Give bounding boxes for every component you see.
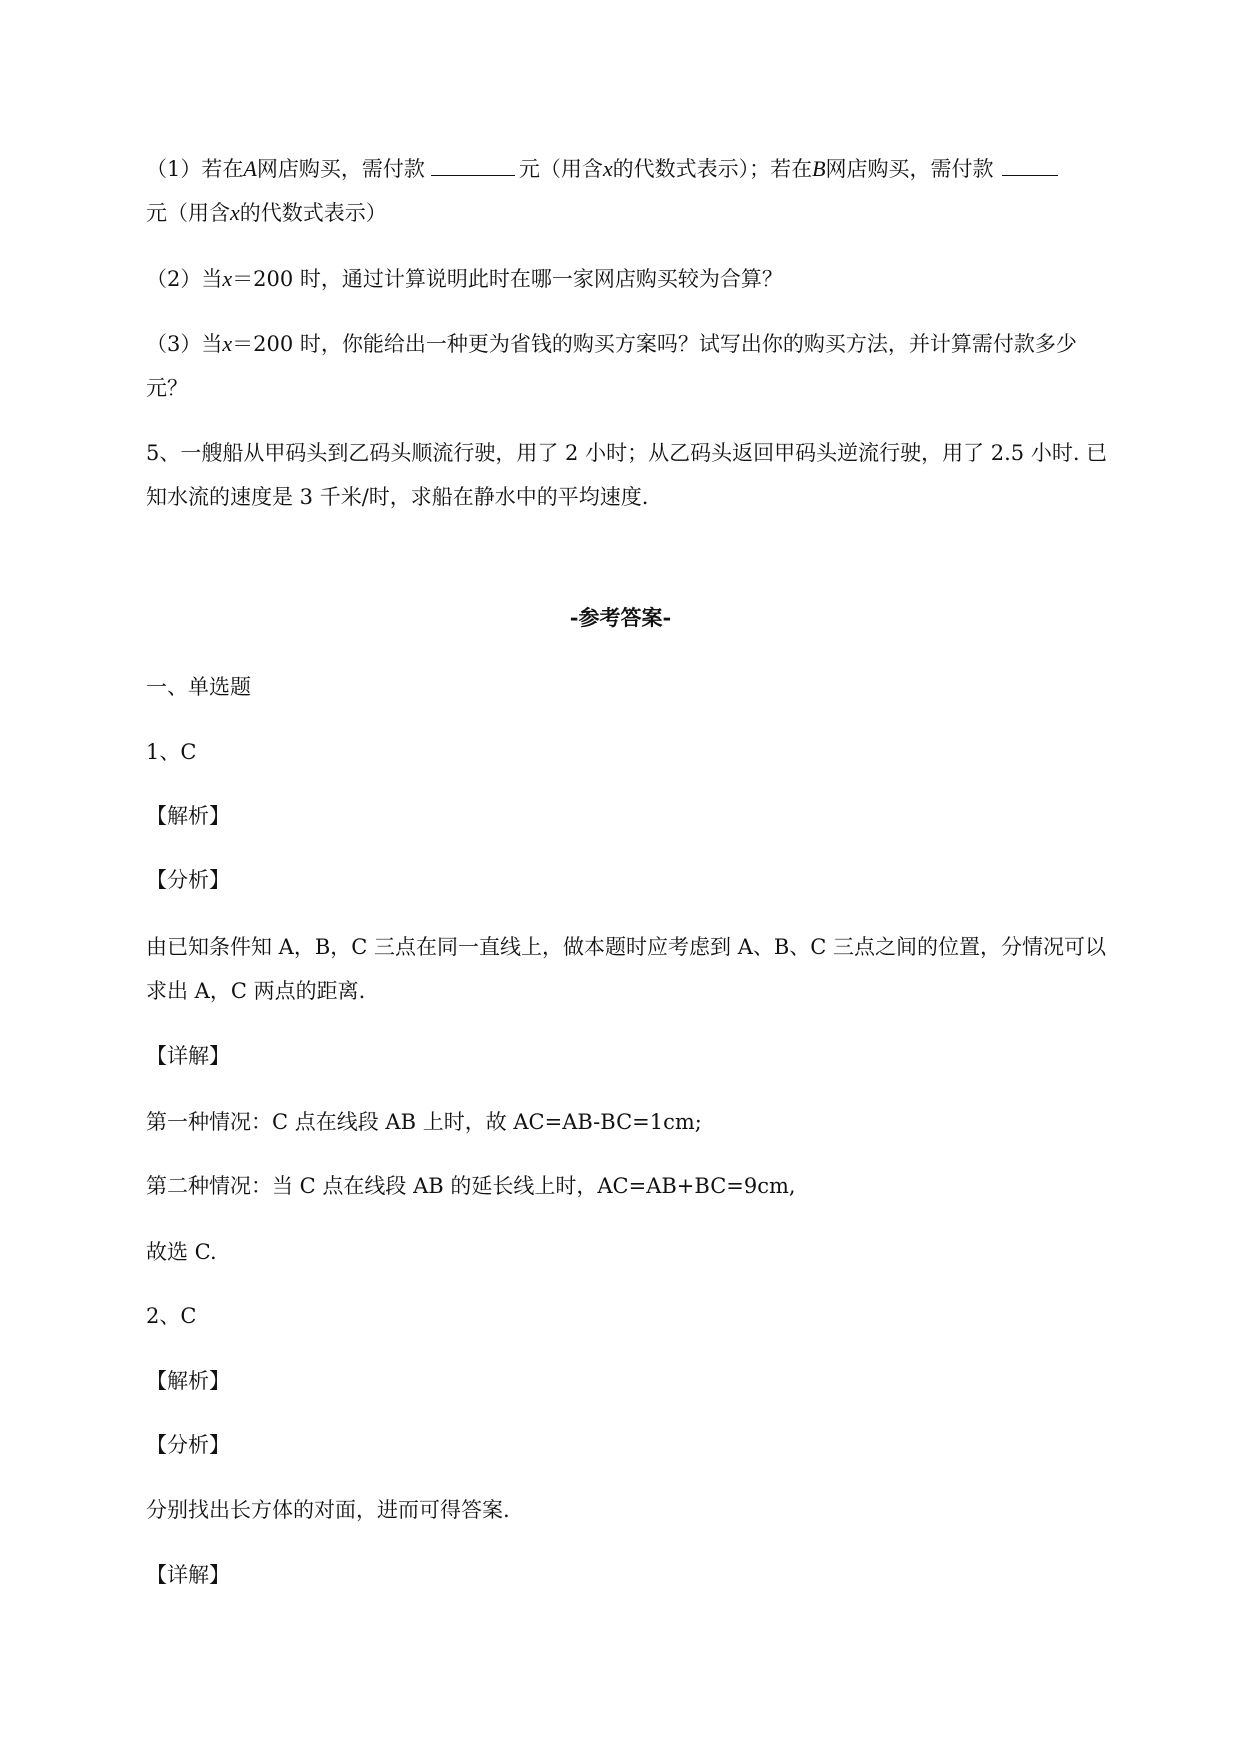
answer-1-detail3: 故选 C. [146, 1240, 217, 1264]
variable-A: A [243, 156, 257, 181]
answer-2-xiangjie: 【详解】 [146, 1563, 230, 1587]
answer-1-fenxi: 【分析】 [146, 868, 230, 892]
answer-1-analysis-line2: 求出 A，C 两点的距离. [146, 979, 366, 1003]
q4-part1-line1: （1）若在A网店购买，需付款 元（用含x的代数式表示）；若在B网店购买，需付款 [146, 152, 1146, 186]
answer-1-detail1: 第一种情况：C 点在线段 AB 上时，故 AC=AB-BC=1cm; [146, 1110, 702, 1134]
answer-2-analysis: 分别找出长方体的对面，进而可得答案. [146, 1498, 510, 1522]
q4-part1-line2: 元（用含x的代数式表示） [146, 200, 387, 225]
answer-2-number: 2、C [146, 1304, 197, 1328]
q4-part3-line1: （3）当x＝200 时，你能给出一种更为省钱的购买方案吗？试写出你的购买方法，并计算需付款多少 [146, 331, 1077, 356]
answers-title: -参考答案- [569, 605, 672, 630]
section-heading: 一、单选题 [146, 675, 251, 699]
q4-part3-line2: 元？ [146, 376, 188, 400]
answer-2-fenxi: 【分析】 [146, 1433, 230, 1457]
answer-1-number: 1、C [146, 740, 197, 764]
answer-1-xiangjie: 【详解】 [146, 1044, 230, 1068]
q4-part2: （2）当x＝200 时，通过计算说明此时在哪一家网店购买较为合算？ [146, 266, 783, 291]
q5-line2: 知水流的速度是 3 千米/时，求船在静水中的平均速度. [146, 485, 649, 509]
variable-x: x [230, 200, 240, 225]
variable-x: x [222, 331, 233, 356]
answer-1-analysis-line1: 由已知条件知 A，B，C 三点在同一直线上，做本题时应考虑到 A、B、C 三点之间的位置，分情况可以 [146, 935, 1107, 959]
answer-blank-a[interactable] [431, 153, 515, 176]
variable-x: x [602, 156, 613, 181]
q5-line1: 5、一艘船从甲码头到乙码头顺流行驶，用了 2 小时；从乙码头返回甲码头逆流行驶，用了 2.5 小时. 已 [146, 441, 1108, 465]
answer-1-detail2: 第二种情况：当 C 点在线段 AB 的延长线上时，AC=AB+BC=9cm, [146, 1174, 796, 1198]
variable-x: x [222, 266, 233, 291]
answer-blank-b[interactable] [1002, 153, 1058, 176]
answer-2-jiexi: 【解析】 [146, 1369, 230, 1393]
answer-1-jiexi: 【解析】 [146, 804, 230, 828]
variable-B: B [812, 156, 826, 181]
